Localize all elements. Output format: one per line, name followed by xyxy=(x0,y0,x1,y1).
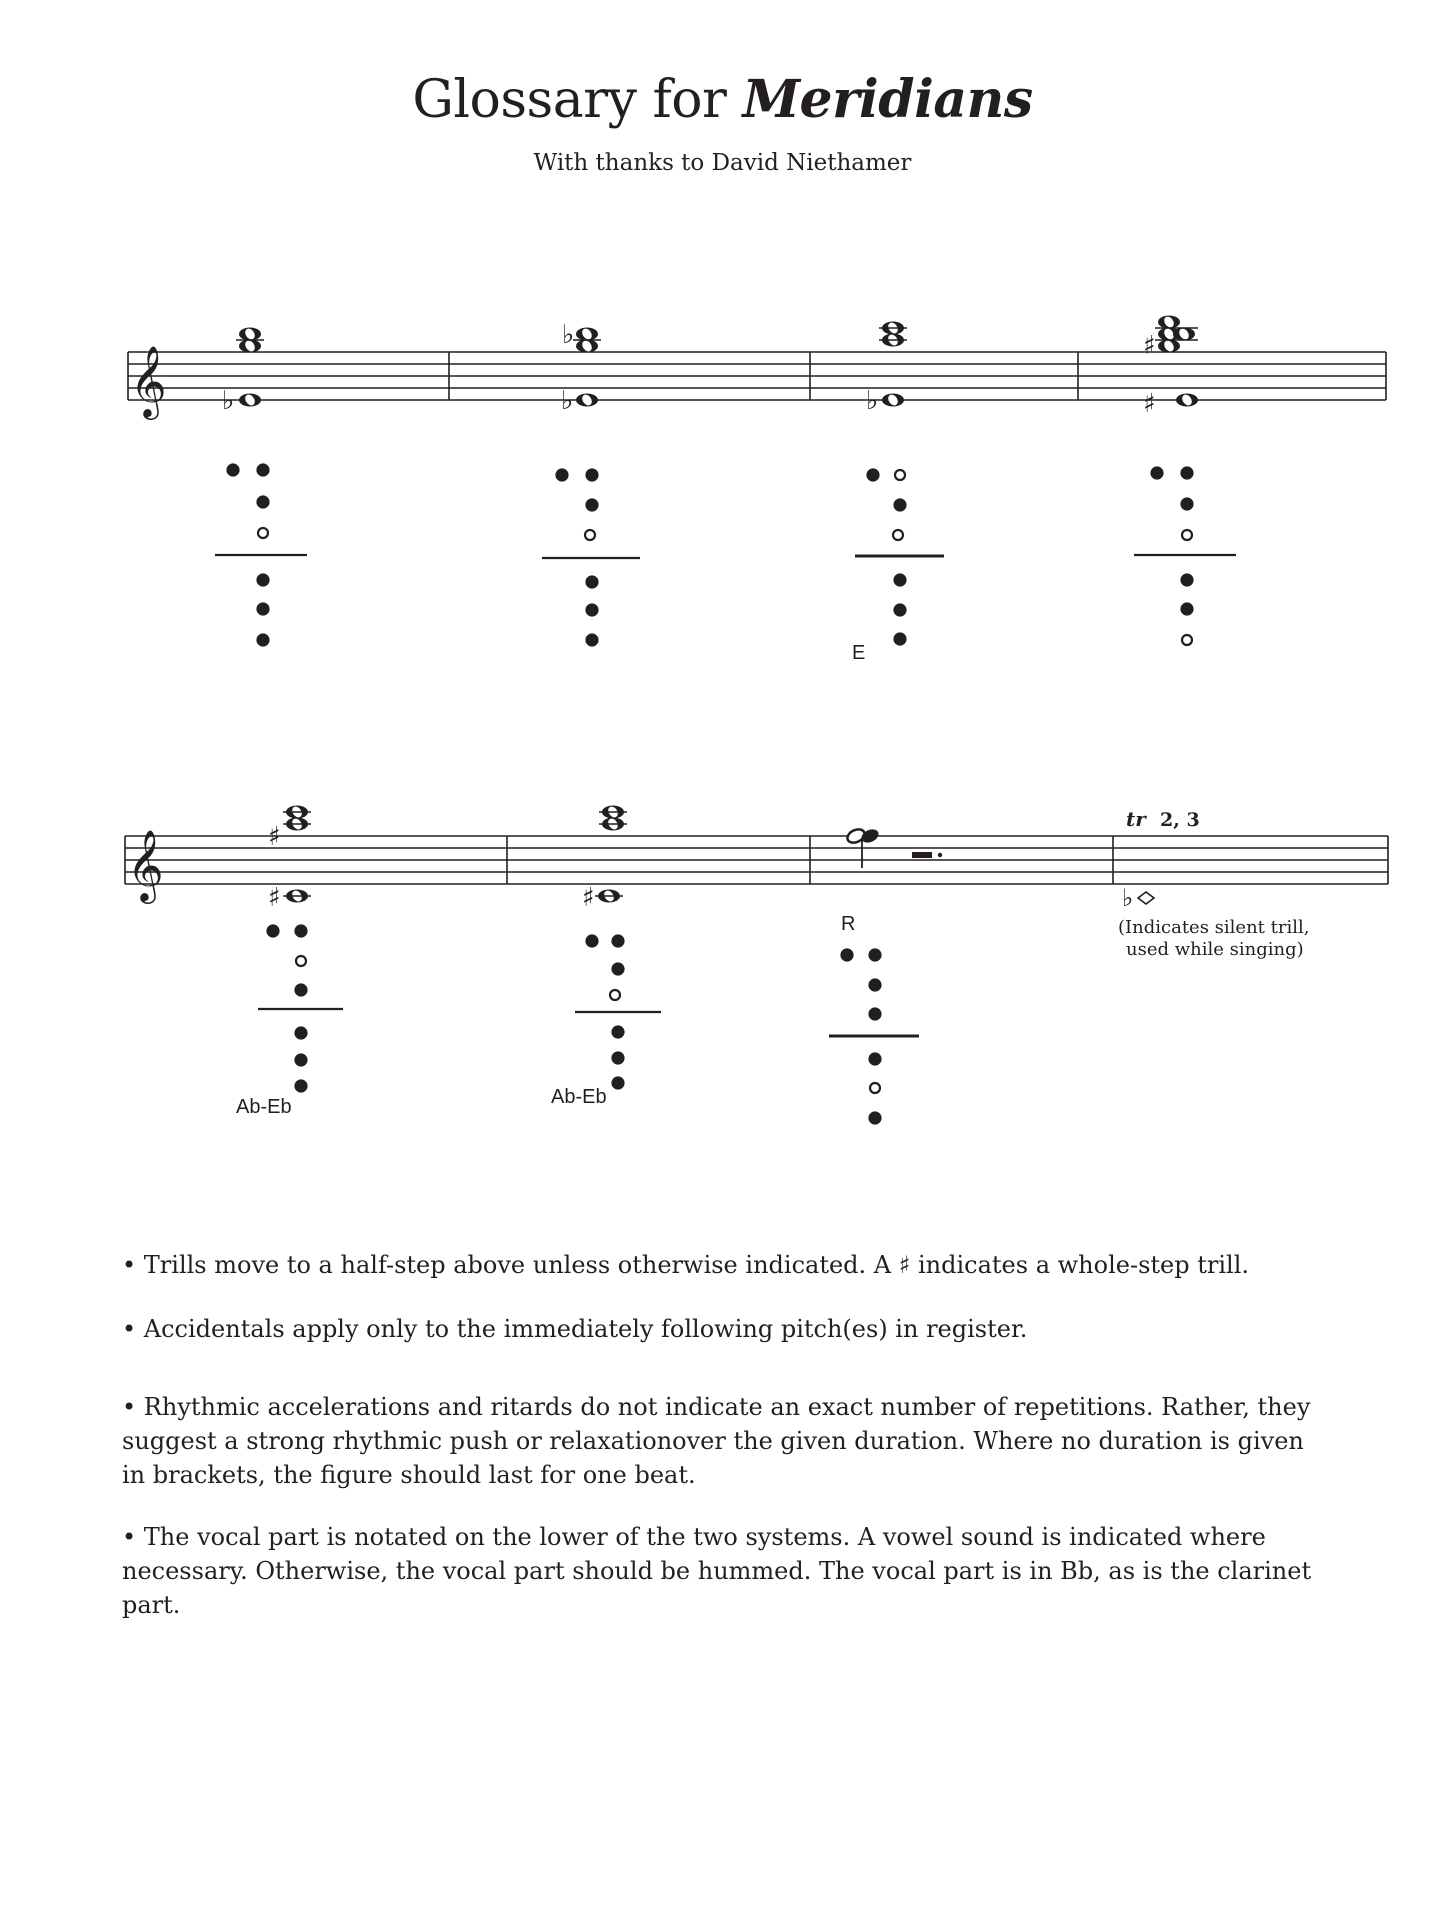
fingering-label-ab-eb: Ab-Eb xyxy=(551,1086,607,1108)
note-text: • Accidentals apply only to the immediately following pitch(es) in register. xyxy=(122,1315,1028,1343)
svg-text:♭: ♭ xyxy=(866,386,879,416)
trill-caption-line1: (Indicates silent trill, xyxy=(1118,917,1310,938)
svg-text:♯: ♯ xyxy=(582,883,595,913)
svg-text:♯: ♯ xyxy=(1143,389,1156,419)
fingering-chart-s1-m4 xyxy=(1134,468,1236,646)
trill-marking: tr xyxy=(1126,807,1146,831)
treble-clef-icon: 𝄞 xyxy=(130,344,167,417)
note-trills xyxy=(122,1248,1332,1282)
svg-text:♭: ♭ xyxy=(561,386,574,416)
svg-text:♭: ♭ xyxy=(562,320,575,350)
svg-text:♯: ♯ xyxy=(1143,331,1156,361)
chord-s2-m2 xyxy=(582,805,627,913)
trill-fingers: 2, 3 xyxy=(1160,809,1200,831)
staff-system-1 xyxy=(128,352,1386,400)
title-prefix: Glossary for xyxy=(412,70,727,130)
fingering-label-e: E xyxy=(852,642,866,664)
note-accidentals xyxy=(122,1312,1332,1346)
note-text: • Rhythmic accelerations and ritards do not indicate an exact number of repetitions. Rather, they suggest a strong rhythmic push or relaxationover the given duration. Where no duration is given in brackets, the figure should last for one beat. xyxy=(122,1393,1311,1489)
svg-text:♯: ♯ xyxy=(268,822,281,852)
fingering-chart-s2-m2 xyxy=(575,936,661,1089)
fingering-label-r: R xyxy=(841,913,856,935)
note-text: • Trills move to a half-step above unless otherwise indicated. A ♯ indicates a whole-step trill. xyxy=(122,1251,1250,1279)
page-subtitle: With thanks to David Niethamer xyxy=(533,150,912,176)
svg-text:♭: ♭ xyxy=(1122,884,1134,912)
fingering-chart-s1-m1 xyxy=(215,465,307,646)
svg-text:♭: ♭ xyxy=(222,386,235,416)
note-text: • The vocal part is notated on the lower of the two systems. A vowel sound is indicated where necessary. Otherwise, the vocal part should be hummed. The vocal part is in Bb, as is the clarinet part. xyxy=(122,1523,1312,1619)
title-work-name: Meridians xyxy=(742,69,1033,130)
chord-s1-m1 xyxy=(222,327,264,416)
note-vocal-part xyxy=(122,1520,1332,1622)
chord-s2-m1 xyxy=(268,805,311,913)
fingering-chart-s1-m3 xyxy=(855,470,944,645)
fingering-chart-s2-m1 xyxy=(258,926,343,1092)
fingering-chart-s2-m3 xyxy=(829,950,919,1124)
note-rhythmic-accelerations xyxy=(122,1390,1332,1492)
trill-caption-line2: used while singing) xyxy=(1126,939,1304,960)
fingering-label-ab-eb: Ab-Eb xyxy=(236,1096,292,1118)
treble-clef-icon: 𝄞 xyxy=(127,828,164,901)
chord-s1-m3 xyxy=(866,321,907,416)
chord-s1-m2 xyxy=(561,320,601,416)
svg-text:♯: ♯ xyxy=(268,883,281,913)
fingering-chart-s1-m2 xyxy=(542,470,640,646)
staff-system-2 xyxy=(125,836,1388,884)
chord-s1-m4 xyxy=(1143,315,1198,419)
